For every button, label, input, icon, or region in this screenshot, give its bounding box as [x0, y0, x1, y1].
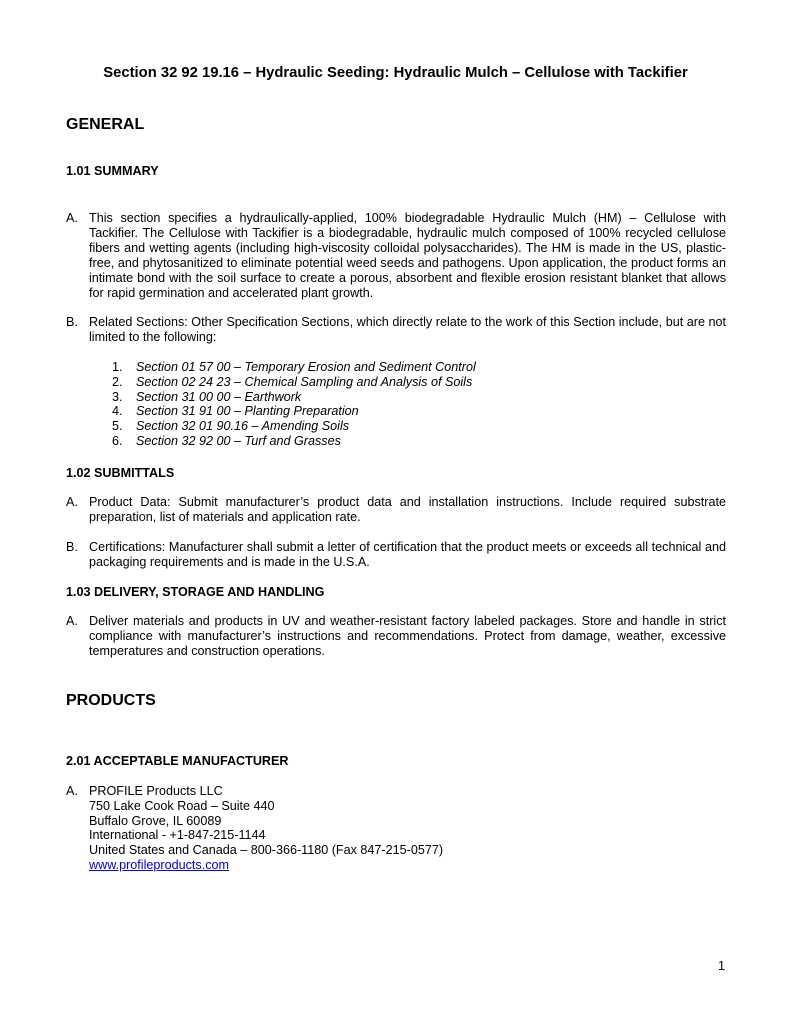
item-text: Related Sections: Other Specification Sections, which directly relate to the work of this Section include, but are not limited to the following: — [89, 315, 726, 344]
list-number: 1. — [112, 360, 123, 374]
submittals-item-a — [66, 495, 726, 525]
summary-item-a — [66, 211, 726, 301]
item-text: Product Data: Submit manufacturer’s product data and installation instructions. Include required substrate preparation, list of materials and application rate. — [89, 495, 726, 524]
products-heading: PRODUCTS — [66, 692, 156, 709]
item-letter: A. — [66, 614, 78, 628]
list-number: 5. — [112, 419, 123, 434]
page-number: 1 — [718, 959, 726, 973]
list-number: 6. — [112, 433, 123, 448]
list-text: Section 31 91 00 – Planting Preparation — [136, 404, 359, 419]
list-item — [112, 404, 476, 419]
city-state-zip: Buffalo Grove, IL 60089 — [89, 813, 222, 828]
list-text: Section 31 00 00 – Earthwork — [136, 389, 302, 404]
street-address: 750 Lake Cook Road – Suite 440 — [89, 798, 275, 813]
summary-item-b — [66, 315, 726, 345]
list-item — [112, 434, 476, 449]
website-link[interactable]: www.profileproducts.com — [89, 857, 229, 872]
submittals-heading: 1.02 SUBMITTALS — [66, 466, 175, 480]
related-sections-list — [112, 360, 476, 449]
list-item — [112, 390, 476, 405]
summary-heading: 1.01 SUMMARY — [66, 164, 159, 178]
item-letter: A. — [66, 784, 78, 798]
item-letter: B. — [66, 540, 78, 554]
list-text: Section 02 24 23 – Chemical Sampling and Analysis of Soils — [136, 374, 473, 389]
item-letter: B. — [66, 315, 78, 329]
item-letter: A. — [66, 211, 78, 225]
list-item — [112, 360, 476, 375]
delivery-heading: 1.03 DELIVERY, STORAGE AND HANDLING — [66, 585, 325, 599]
list-number: 2. — [112, 374, 123, 389]
address-lines — [89, 784, 443, 873]
domestic-phone: United States and Canada – 800-366-1180 (Fax 847-215-0577) — [89, 843, 444, 858]
item-text: Deliver materials and products in UV and weather-resistant factory labeled packages. Store and handle in strict compliance with manufacturer’s instructions and recommendations. Protect from damage, weather, excessive temperatures and construction operations. — [89, 614, 726, 658]
manufacturer-address — [66, 784, 443, 873]
list-number: 4. — [112, 404, 123, 419]
item-letter: A. — [66, 495, 78, 509]
manufacturer-heading: 2.01 ACCEPTABLE MANUFACTURER — [66, 754, 289, 768]
international-phone: International - +1-847-215-1144 — [89, 828, 266, 843]
general-heading: GENERAL — [66, 116, 145, 133]
list-number: 3. — [112, 389, 123, 404]
page-title: Section 32 92 19.16 – Hydraulic Seeding: Hydraulic Mulch – Cellulose with Tackifier — [103, 65, 688, 81]
submittals-item-b — [66, 540, 726, 570]
company-name: PROFILE Products LLC — [89, 784, 223, 798]
delivery-item-a — [66, 614, 726, 659]
list-item — [112, 375, 476, 390]
item-text: Certifications: Manufacturer shall submit a letter of certification that the product meets or exceeds all technical and packaging requirements and is made in the U.S.A. — [89, 540, 726, 569]
list-text: Section 32 92 00 – Turf and Grasses — [136, 433, 341, 448]
list-item — [112, 419, 476, 434]
item-text: This section specifies a hydraulically-applied, 100% biodegradable Hydraulic Mulch (HM) – Cellulose with Tackifier. The Cellulose with Tackifier is a biodegradable, hydraulic mulch composed of 100% recycled cellulose fibers and wetting agents (including high-viscosity colloidal polysaccharides). The HM is made in the US, plastic-free, and phytosanitized to eliminate potential weed seeds and pathogens. Upon application, the product forms an intimate bond with the soil surface to create a porous, absorbent and flexible erosion resistant blanket that allows for rapid germination and accelerated plant growth. — [89, 211, 726, 300]
list-text: Section 01 57 00 – Temporary Erosion and Sediment Control — [136, 360, 476, 374]
list-text: Section 32 01 90.16 – Amending Soils — [136, 419, 350, 434]
